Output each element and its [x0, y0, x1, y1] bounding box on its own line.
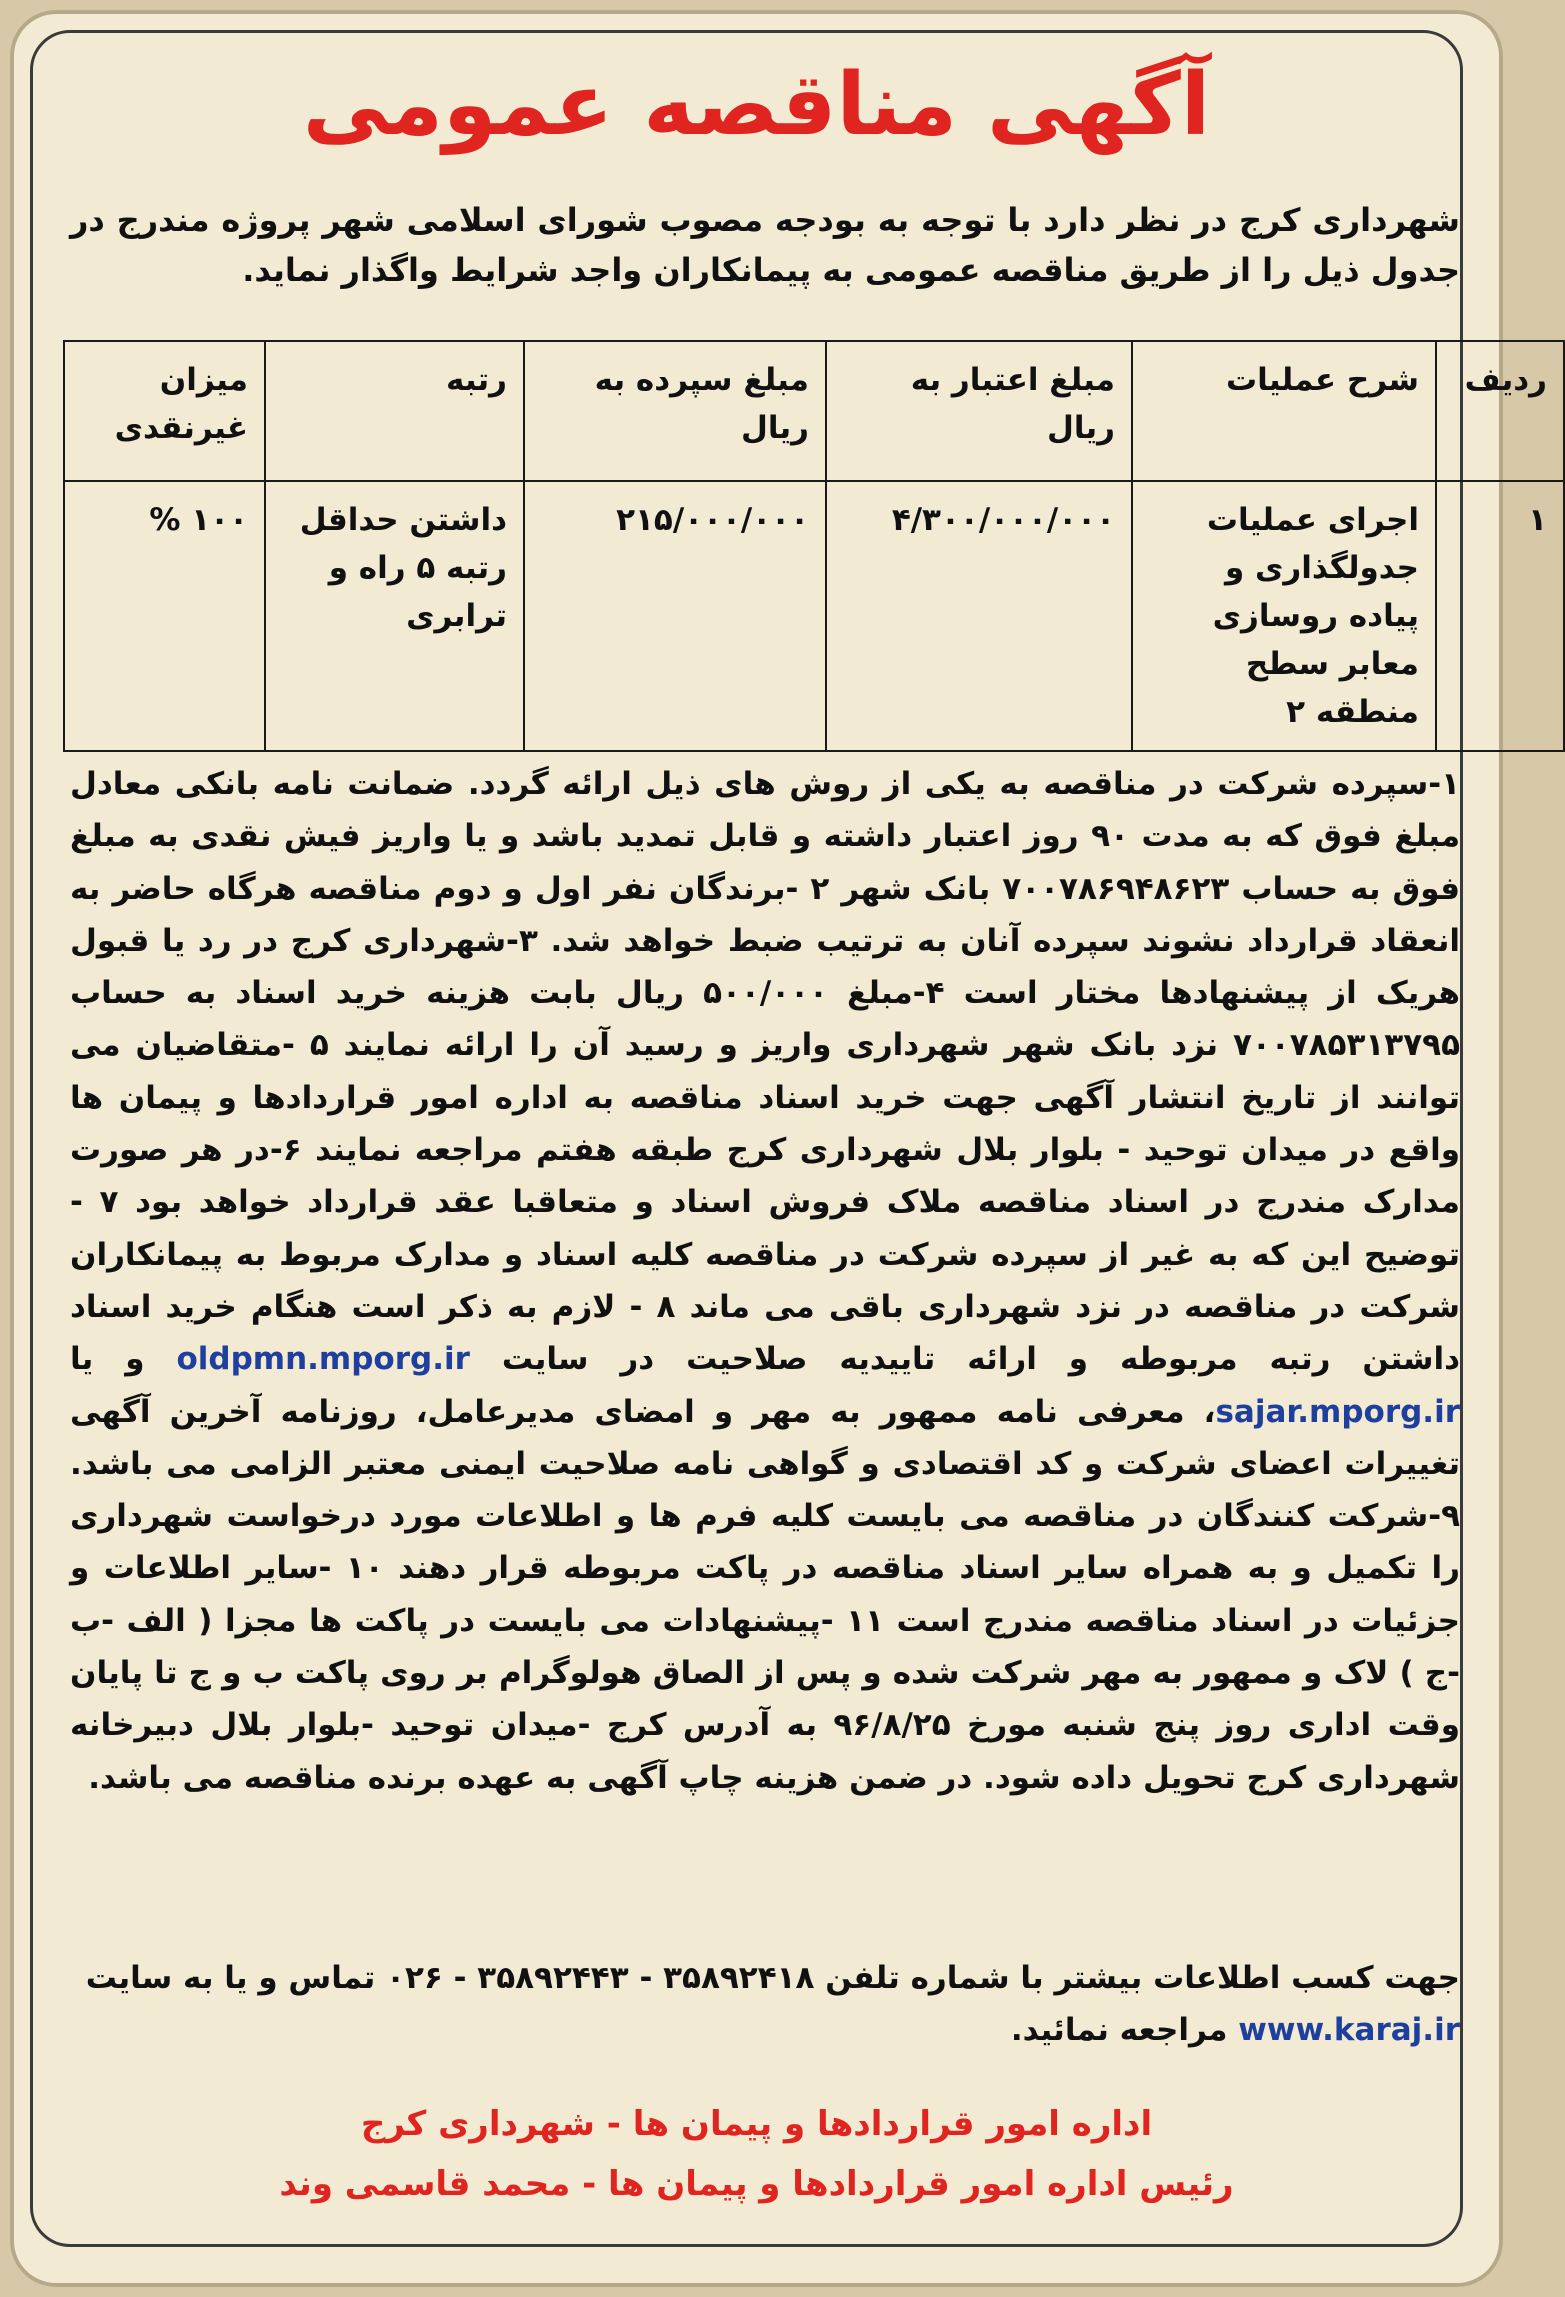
cell-deposit-amount: ۲۱۵/۰۰۰/۰۰۰: [524, 481, 826, 751]
cell-credit-amount: ۴/۳۰۰/۰۰۰/۰۰۰: [826, 481, 1132, 751]
footer-department: اداره امور قراردادها و پیمان ها - شهرداری کرج: [360, 2104, 1153, 2144]
contact-paragraph: [70, 1952, 1460, 2056]
contact-text: جهت کسب اطلاعات بیشتر با شماره تلفن ۳۵۸۹۲۴۱۸ - ۳۵۸۹۲۴۴۳ - ۰۲۶ تماس و یا به سایت: [85, 1960, 1460, 1996]
table-row: [64, 481, 1564, 751]
header-non-cash: میزان غیرنقدی: [64, 341, 265, 481]
cell-row-number: ۱: [1436, 481, 1564, 751]
header-description: شرح عملیات: [1132, 341, 1436, 481]
operations-table: [63, 340, 1565, 752]
cell-non-cash: ۱۰۰ %: [64, 481, 265, 751]
notice-title: آگهی مناقصه عمومی: [302, 55, 1211, 155]
table-header-row: [64, 341, 1564, 481]
intro-paragraph: شهرداری کرج در نظر دارد با توجه به بودجه مصوب شورای اسلامی شهر پروژه مندرج در جدول ذیل را از طریق مناقصه عمومی به پیمانکاران واجد شرایط واگذار نماید.: [70, 201, 1460, 289]
and-or-text: و یا: [70, 1341, 145, 1378]
footer-signatory: رئیس اداره امور قراردادها و پیمان ها - محمد قاسمی وند: [279, 2164, 1234, 2204]
header-credit-amount: مبلغ اعتبار به ریال: [826, 341, 1132, 481]
header-grade: رتبه: [265, 341, 524, 481]
karaj-website-link[interactable]: www.karaj.ir: [1238, 2012, 1460, 2048]
cell-grade: داشتن حداقل رتبه ۵ راه و ترابری: [265, 481, 524, 751]
conditions-part-2: ، معرفی نامه ممهور به مهر و امضای مدیرعامل، روزنامه آخرین آگهی تغییرات اعضای شرکت و کد اقتصادی و گواهی نامه صلاحیت ایمنی معتبر الزامی می باشد. ۹-شرکت کنندگان در مناقصه می بایست کلیه فرم ها و اطلاعات مورد درخواست شهرداری را تکمیل و به همراه سایر اسناد مناقصه در پاکت مربوطه قرار دهند ۱۰ -سایر اطلاعات و جزئیات در اسناد مناقصه مندرج است ۱۱ -پیشنهادات می بایست در پاکت ها مجزا ( الف -ب -ج ) لاک و ممهور به مهر شرکت شده و پس از الصاق هولوگرام بر روی پاکت ب و ج تا پایان وقت اداری روز پنج شنبه مورخ ۹۶/۸/۲۵ به آدرس کرج -میدان توحید -بلوار بلال دبیرخانه شهرداری کرج تحویل داده شود. در ضمن هزینه چاپ آگهی به عهده برنده مناقصه می باشد.: [70, 1393, 1460, 1796]
cell-description: اجرای عملیات جدولگذاری و پیاده روسازی معابر سطح منطقه ۲: [1132, 481, 1436, 751]
contact-end: مراجعه نمائید.: [1010, 2012, 1228, 2048]
header-row-number: ردیف: [1436, 341, 1564, 481]
oldpmn-link[interactable]: oldpmn.mporg.ir: [176, 1341, 470, 1378]
sajar-link[interactable]: sajar.mporg.ir: [1215, 1393, 1460, 1430]
conditions-part-1: ۱-سپرده شرکت در مناقصه به یکی از روش های ذیل ارائه گردد. ضمانت نامه بانکی معادل مبلغ فوق که به مدت ۹۰ روز اعتبار داشته و قابل تمدید باشد و یا واریز فیش نقدی به مبلغ فوق به حساب ۷۰۰۷۸۶۹۴۸۶۲۳ بانک شهر ۲ -برندگان نفر اول و دوم مناقصه هرگاه حاضر به انعقاد قرارداد نشوند سپرده آنان به ترتیب ضبط خواهد شد. ۳-شهرداری کرج در رد یا قبول هریک از پیشنهادها مختار است ۴-مبلغ ۵۰۰/۰۰۰ ریال بابت هزینه خرید اسناد به حساب ۷۰۰۷۸۵۳۱۳۷۹۵ نزد بانک شهر شهرداری واریز و رسید آن را ارائه نمایند ۵ -متقاضیان می توانند از تاریخ انتشار آگهی جهت خرید اسناد مناقصه به اداره امور قراردادها و پیمان ها واقع در میدان توحید - بلوار بلال شهرداری کرج طبقه هفتم مراجعه نمایند ۶-در هر صورت مدارک مندرج در اسناد مناقصه ملاک فروش اسناد و متعاقبا عقد قرارداد خواهد بود ۷ - توضیح این که به غیر از سپرده شرکت در مناقصه کلیه اسناد و مدارک مربوط به پیمانکاران شرکت در مناقصه در نزد شهرداری باقی می ماند ۸ - لازم به ذکر است هنگام خرید اسناد داشتن رتبه مربوطه و ارائه تاییدیه صلاحیت در سایت: [70, 766, 1461, 1378]
conditions-paragraph: [70, 758, 1460, 1804]
header-deposit-amount: مبلغ سپرده به ریال: [524, 341, 826, 481]
